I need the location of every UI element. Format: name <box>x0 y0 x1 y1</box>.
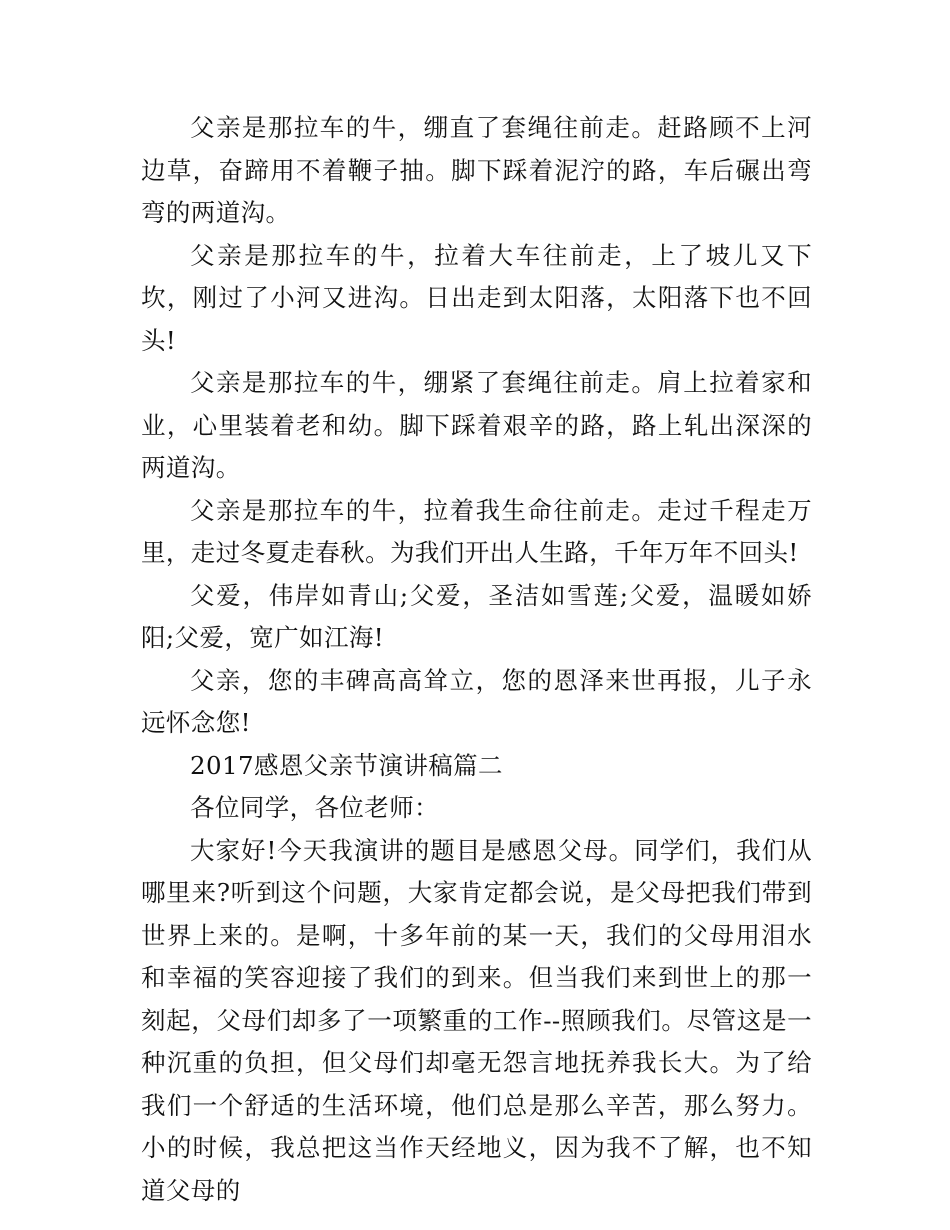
salutation: 各位同学，各位老师： <box>190 793 439 822</box>
paragraph-speech-body: 大家好!今天我演讲的题目是感恩父母。同学们，我们从哪里来?听到这个问题，大家肯定都会说，是父母把我们带到世界上来的。是啊，十多年前的某一天，我们的父母用泪水和幸福的笑容迎接了我们的到来。但当我们来到世上的那一刻起，父母们却多了一项繁重的工作--照顾我们。尽管这是一种沉重的负担，但父母们却毫无怨言地抚养我长大。为了给我们一个舒适的生活环境，他们总是那么辛苦，那么努力。小的时候，我总把这当作天经地义，因为我不了解，也不知道父母的 <box>141 835 812 1205</box>
paragraph-3: 父亲是那拉车的牛，绷紧了套绳往前走。肩上拉着家和业，心里装着老和幼。脚下踩着艰辛的路，路上轧出深深的两道沟。 <box>141 368 812 482</box>
paragraph-1: 父亲是那拉车的牛，绷直了套绳往前走。赶路顾不上河边草，奋蹄用不着鞭子抽。脚下踩着泥泞的路，车后碾出弯弯的两道沟。 <box>141 113 812 227</box>
paragraph-6: 父亲，您的丰碑高高耸立，您的恩泽来世再报，儿子永远怀念您! <box>141 665 812 737</box>
paragraph-2: 父亲是那拉车的牛，拉着大车往前走，上了坡儿又下坎，刚过了小河又进沟。日出走到太阳落，太阳落下也不回头! <box>141 240 812 355</box>
paragraph-4: 父亲是那拉车的牛，拉着我生命往前走。走过千程走万里，走过冬夏走春秋。为我们开出人生路，千年万年不回头! <box>141 495 812 567</box>
section-heading: 2017感恩父亲节演讲稿篇二 <box>190 750 503 780</box>
paragraph-5: 父爱，伟岸如青山;父爱，圣洁如雪莲;父爱，温暖如娇阳;父爱，宽广如江海! <box>141 580 812 652</box>
